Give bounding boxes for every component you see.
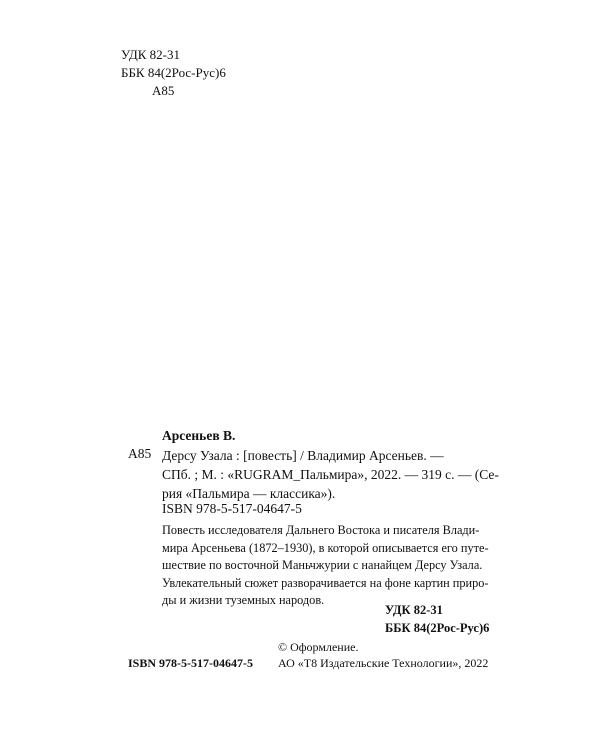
footer-bbk: ББК 84(2Рос-Рус)6 (385, 621, 490, 635)
header-bbk: ББК 84(2Рос-Рус)6 (121, 65, 226, 80)
footer-isbn: ISBN 978-5-517-04647-5 (128, 656, 253, 670)
footer-classification-codes (385, 601, 489, 637)
annotation-line: мира Арсеньева (1872–1930), в которой описывается его путе- (162, 540, 489, 555)
header-author-sign: А85 (152, 83, 175, 98)
annotation-line: Повесть исследователя Дальнего Востока и писателя Влади- (162, 523, 480, 537)
annotation (162, 522, 489, 610)
record-isbn: ISBN 978-5-517-04647-5 (162, 501, 302, 516)
header-classification-codes (121, 46, 226, 100)
copyright-publisher: АО «Т8 Издательские Технологии», 2022 (278, 656, 489, 670)
annotation-line: ды и жизни туземных народов. (162, 593, 325, 608)
description-line: рия «Пальмира — классика»). (162, 486, 336, 501)
header-udk: УДК 82-31 (121, 47, 181, 62)
copyright-design: © Оформление. (278, 640, 359, 654)
record-description (162, 446, 499, 503)
record-author-sign: А85 (128, 446, 152, 461)
footer-udk: УДК 82-31 (385, 603, 443, 617)
description-line: Дерсу Узала : [повесть] / Владимир Арсеньев. — (162, 448, 444, 463)
record-author: Арсеньев В. (162, 428, 236, 443)
annotation-line: шествие по восточной Маньчжурии с нанайцем Дерсу Узала. (162, 558, 483, 573)
annotation-line: Увлекательный сюжет разворачивается на фоне картин приро- (162, 575, 489, 590)
description-line: СПб. ; М. : «RUGRAM_Пальмира», 2022. — 319 с. — (Се- (162, 467, 499, 482)
